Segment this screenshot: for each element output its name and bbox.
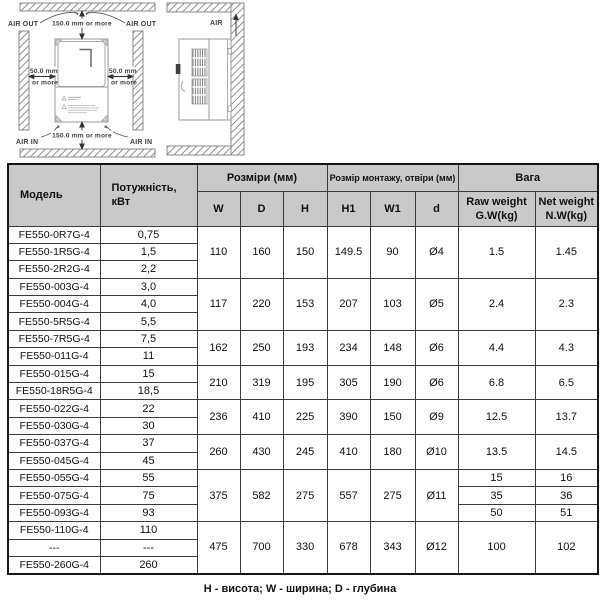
power-cell: 0,75 bbox=[100, 226, 197, 243]
raw-weight-cell: 6.8 bbox=[458, 365, 535, 400]
air-label: AIR bbox=[210, 20, 223, 27]
w1-cell: 148 bbox=[370, 330, 415, 365]
h1-cell: 207 bbox=[327, 278, 370, 330]
w-cell: 236 bbox=[197, 400, 240, 435]
header-weight-group: Вага bbox=[458, 164, 598, 191]
model-cell: FE550-045G-4 bbox=[8, 452, 100, 469]
w1-cell: 103 bbox=[370, 278, 415, 330]
inverter-front bbox=[55, 39, 108, 122]
model-cell: FE550-2R2G-4 bbox=[8, 261, 100, 278]
power-cell: 5,5 bbox=[100, 313, 197, 330]
model-cell: FE550-5R5G-4 bbox=[8, 313, 100, 330]
h1-cell: 678 bbox=[327, 522, 370, 574]
power-cell: 15 bbox=[100, 365, 197, 382]
header-raw-weight-line1: Raw weight bbox=[466, 195, 527, 208]
net-weight-cell: 13.7 bbox=[535, 400, 598, 435]
h1-cell: 305 bbox=[327, 365, 370, 400]
h-cell: 275 bbox=[283, 469, 327, 521]
raw-weight-cell: 1.5 bbox=[458, 226, 535, 278]
d-cell: 220 bbox=[240, 278, 283, 330]
h1-cell: 390 bbox=[327, 400, 370, 435]
w-cell: 110 bbox=[197, 226, 240, 278]
h-cell: 225 bbox=[283, 400, 327, 435]
h-cell: 193 bbox=[283, 330, 327, 365]
header-h1: H1 bbox=[327, 191, 370, 226]
power-cell: 1,5 bbox=[100, 243, 197, 260]
inverter-side bbox=[176, 39, 232, 120]
table-row bbox=[8, 522, 598, 539]
side-view bbox=[167, 3, 244, 155]
header-power bbox=[100, 164, 197, 226]
spec-table bbox=[7, 163, 599, 575]
header-raw-weight bbox=[458, 191, 535, 226]
w-cell: 162 bbox=[197, 330, 240, 365]
model-cell: FE550-030G-4 bbox=[8, 417, 100, 434]
h-cell: 153 bbox=[283, 278, 327, 330]
raw-weight-cell: 12.5 bbox=[458, 400, 535, 435]
header-mounting-group: Розмір монтажу, отвіри (мм) bbox=[327, 164, 458, 191]
raw-weight-cell: 35 bbox=[458, 487, 535, 504]
model-cell: FE550-055G-4 bbox=[8, 469, 100, 486]
header-net-weight-line1: Net weight bbox=[538, 195, 595, 208]
raw-weight-cell: 2.4 bbox=[458, 278, 535, 330]
w-cell: 475 bbox=[197, 522, 240, 574]
dia-cell: Ø12 bbox=[415, 522, 458, 574]
header-dia: d bbox=[415, 191, 458, 226]
h-cell: 330 bbox=[283, 522, 327, 574]
power-cell: 22 bbox=[100, 400, 197, 417]
table-body bbox=[8, 226, 598, 574]
header-power-line1: Потужність, bbox=[111, 182, 177, 195]
air-in-right-label: AIR IN bbox=[130, 139, 153, 146]
d-cell: 160 bbox=[240, 226, 283, 278]
power-cell: 7,5 bbox=[100, 330, 197, 347]
table-header bbox=[8, 164, 598, 226]
d-cell: 430 bbox=[240, 435, 283, 470]
table-row bbox=[8, 400, 598, 417]
dia-cell: Ø11 bbox=[415, 469, 458, 521]
front-view bbox=[8, 3, 157, 157]
w1-cell: 180 bbox=[370, 435, 415, 470]
table-row bbox=[8, 365, 598, 382]
terminal-block bbox=[176, 64, 181, 74]
net-weight-cell: 6.5 bbox=[535, 365, 598, 400]
model-cell: FE550-004G-4 bbox=[8, 296, 100, 313]
model-cell: FE550-022G-4 bbox=[8, 400, 100, 417]
w1-cell: 343 bbox=[370, 522, 415, 574]
d-cell: 700 bbox=[240, 522, 283, 574]
w-cell: 210 bbox=[197, 365, 240, 400]
header-raw-weight-line2: G.W(kg) bbox=[475, 209, 518, 222]
model-cell: FE550-0R7G-4 bbox=[8, 226, 100, 243]
left-clearance-label-1: 50.0 mm bbox=[30, 68, 58, 75]
power-cell: 11 bbox=[100, 348, 197, 365]
right-clearance-label-2: or more bbox=[111, 79, 137, 87]
net-weight-cell: 16 bbox=[535, 469, 598, 486]
header-w1: W1 bbox=[370, 191, 415, 226]
d-cell: 582 bbox=[240, 469, 283, 521]
air-in-left-label: AIR IN bbox=[16, 139, 39, 146]
power-cell: 75 bbox=[100, 487, 197, 504]
table-row bbox=[8, 330, 598, 347]
h-cell: 150 bbox=[283, 226, 327, 278]
w-cell: 260 bbox=[197, 435, 240, 470]
w1-cell: 90 bbox=[370, 226, 415, 278]
power-cell: 30 bbox=[100, 417, 197, 434]
header-w: W bbox=[197, 191, 240, 226]
model-cell: FE550-7R5G-4 bbox=[8, 330, 100, 347]
installation-clearance-diagram bbox=[0, 0, 600, 163]
model-cell: FE550-037G-4 bbox=[8, 435, 100, 452]
header-power-line2: кВт bbox=[111, 196, 131, 209]
model-cell: FE550-011G-4 bbox=[8, 348, 100, 365]
h-cell: 195 bbox=[283, 365, 327, 400]
w-cell: 117 bbox=[197, 278, 240, 330]
model-cell: FE550-093G-4 bbox=[8, 504, 100, 521]
power-cell: 55 bbox=[100, 469, 197, 486]
model-cell: FE550-075G-4 bbox=[8, 487, 100, 504]
w-cell: 375 bbox=[197, 469, 240, 521]
w1-cell: 275 bbox=[370, 469, 415, 521]
net-weight-cell: 1.45 bbox=[535, 226, 598, 278]
power-cell: 3,0 bbox=[100, 278, 197, 295]
model-cell: --- bbox=[8, 539, 100, 556]
h-cell: 245 bbox=[283, 435, 327, 470]
air-out-left-label: AIR OUT bbox=[8, 21, 39, 28]
net-weight-cell: 51 bbox=[535, 504, 598, 521]
raw-weight-cell: 50 bbox=[458, 504, 535, 521]
d-cell: 319 bbox=[240, 365, 283, 400]
air-out-right-label: AIR OUT bbox=[126, 21, 157, 28]
model-cell: FE550-260G-4 bbox=[8, 556, 100, 573]
power-cell: --- bbox=[100, 539, 197, 556]
d-cell: 250 bbox=[240, 330, 283, 365]
model-cell: FE550-015G-4 bbox=[8, 365, 100, 382]
d-cell: 410 bbox=[240, 400, 283, 435]
raw-weight-cell: 13.5 bbox=[458, 435, 535, 470]
dia-cell: Ø9 bbox=[415, 400, 458, 435]
net-weight-cell: 102 bbox=[535, 522, 598, 574]
power-cell: 45 bbox=[100, 452, 197, 469]
h1-cell: 557 bbox=[327, 469, 370, 521]
legend-text: H - висота; W - ширина; D - глубина bbox=[203, 582, 397, 595]
net-weight-cell: 14.5 bbox=[535, 435, 598, 470]
dia-cell: Ø6 bbox=[415, 330, 458, 365]
table-row bbox=[8, 435, 598, 452]
table-row bbox=[8, 278, 598, 295]
header-net-weight-line2: N.W(kg) bbox=[545, 209, 588, 222]
left-clearance-label-2: or more bbox=[32, 79, 58, 87]
raw-weight-cell: 15 bbox=[458, 469, 535, 486]
net-weight-cell: 36 bbox=[535, 487, 598, 504]
dia-cell: Ø4 bbox=[415, 226, 458, 278]
dia-cell: Ø10 bbox=[415, 435, 458, 470]
header-model: Модель bbox=[8, 164, 100, 226]
power-cell: 37 bbox=[100, 435, 197, 452]
bottom-clearance-label: 150.0 mm or more bbox=[52, 132, 112, 140]
right-clearance-label-1: 50.0 mm bbox=[109, 68, 137, 75]
header-dimensions-group: Розміри (мм) bbox=[197, 164, 327, 191]
power-cell: 110 bbox=[100, 522, 197, 539]
net-weight-cell: 2.3 bbox=[535, 278, 598, 330]
dia-cell: Ø5 bbox=[415, 278, 458, 330]
table-row bbox=[8, 469, 598, 486]
w1-cell: 190 bbox=[370, 365, 415, 400]
h1-cell: 410 bbox=[327, 435, 370, 470]
h1-cell: 234 bbox=[327, 330, 370, 365]
power-cell: 93 bbox=[100, 504, 197, 521]
model-cell: FE550-18R5G-4 bbox=[8, 383, 100, 400]
model-cell: FE550-003G-4 bbox=[8, 278, 100, 295]
header-net-weight bbox=[535, 191, 598, 226]
model-cell: FE550-110G-4 bbox=[8, 522, 100, 539]
power-cell: 18,5 bbox=[100, 383, 197, 400]
raw-weight-cell: 4.4 bbox=[458, 330, 535, 365]
power-cell: 2,2 bbox=[100, 261, 197, 278]
header-h: H bbox=[283, 191, 327, 226]
dia-cell: Ø6 bbox=[415, 365, 458, 400]
w1-cell: 150 bbox=[370, 400, 415, 435]
top-clearance-label: 150.0 mm or more bbox=[52, 20, 112, 28]
h1-cell: 149.5 bbox=[327, 226, 370, 278]
table-row bbox=[8, 226, 598, 243]
net-weight-cell: 4.3 bbox=[535, 330, 598, 365]
power-cell: 260 bbox=[100, 556, 197, 573]
model-cell: FE550-1R5G-4 bbox=[8, 243, 100, 260]
power-cell: 4,0 bbox=[100, 296, 197, 313]
raw-weight-cell: 100 bbox=[458, 522, 535, 574]
header-d: D bbox=[240, 191, 283, 226]
